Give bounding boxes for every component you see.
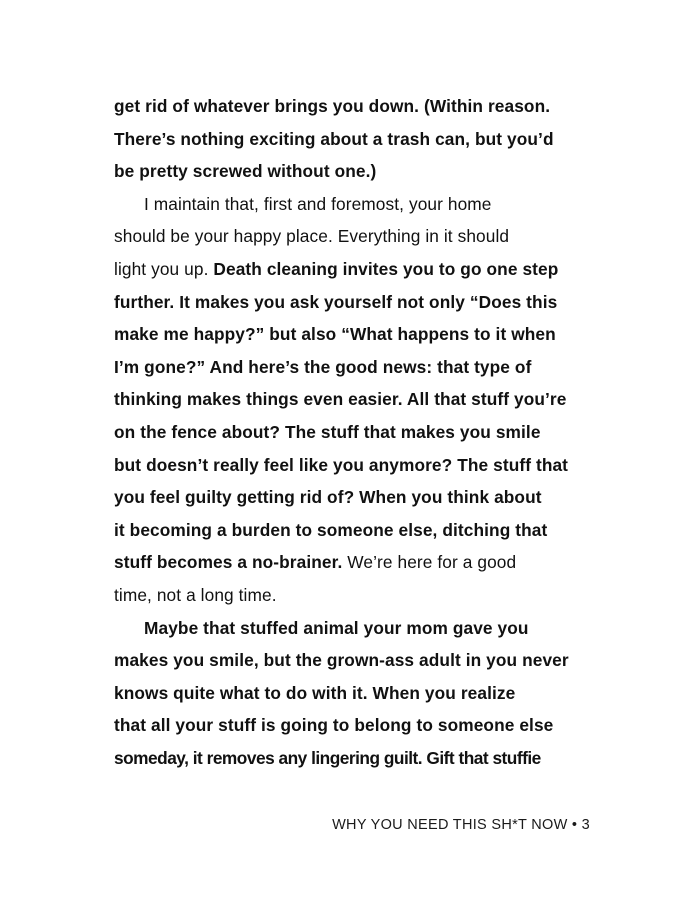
paragraph-2 bbox=[114, 188, 600, 612]
text-line: that all your stuff is going to belong to someone else bbox=[114, 715, 554, 736]
text-line: There’s nothing exciting about a trash can, but you’d bbox=[114, 128, 554, 149]
text-line: you feel guilty getting rid of? When you think about bbox=[114, 487, 542, 508]
text-run-bold: Death cleaning invites you to go one step bbox=[213, 258, 559, 279]
text-line: it becoming a burden to someone else, ditching that bbox=[114, 519, 548, 540]
text-line: get rid of whatever brings you down. (Within reason. bbox=[114, 96, 551, 116]
paragraph-1 bbox=[114, 90, 600, 188]
page-body bbox=[114, 90, 600, 774]
text-line: someday, it removes any lingering guilt. Gift that stuffie bbox=[114, 747, 541, 768]
text-line: further. It makes you ask yourself not only “Does this bbox=[114, 291, 558, 312]
text-line: should be your happy place. Everything in it should bbox=[114, 226, 510, 247]
text-run-regular: light you up. bbox=[114, 258, 214, 279]
text-run-regular: We’re here for a good bbox=[347, 552, 517, 573]
paragraph-3 bbox=[114, 612, 600, 775]
text-line: makes you smile, but the grown-ass adult in you never bbox=[114, 650, 569, 671]
text-line: make me happy?” but also “What happens to it when bbox=[114, 324, 556, 345]
text-line: time, not a long time. bbox=[114, 584, 277, 605]
text-line: be pretty screwed without one.) bbox=[114, 161, 377, 182]
text-line: Maybe that stuffed animal your mom gave you bbox=[144, 617, 529, 638]
text-run-bold: stuff becomes a no-brainer. bbox=[114, 552, 348, 573]
text-line: thinking makes things even easier. All that stuff you’re bbox=[114, 389, 567, 410]
text-line-mixed bbox=[114, 253, 600, 286]
text-line: I maintain that, first and foremost, your home bbox=[144, 193, 492, 214]
text-line: knows quite what to do with it. When you realize bbox=[114, 682, 516, 703]
text-line: I’m gone?” And here’s the good news: that type of bbox=[114, 356, 532, 377]
running-footer: WHY YOU NEED THIS SH*T NOW • 3 bbox=[332, 817, 590, 833]
text-line: but doesn’t really feel like you anymore? The stuff that bbox=[114, 454, 569, 475]
text-line-mixed bbox=[114, 546, 600, 579]
text-line: on the fence about? The stuff that makes you smile bbox=[114, 421, 541, 442]
